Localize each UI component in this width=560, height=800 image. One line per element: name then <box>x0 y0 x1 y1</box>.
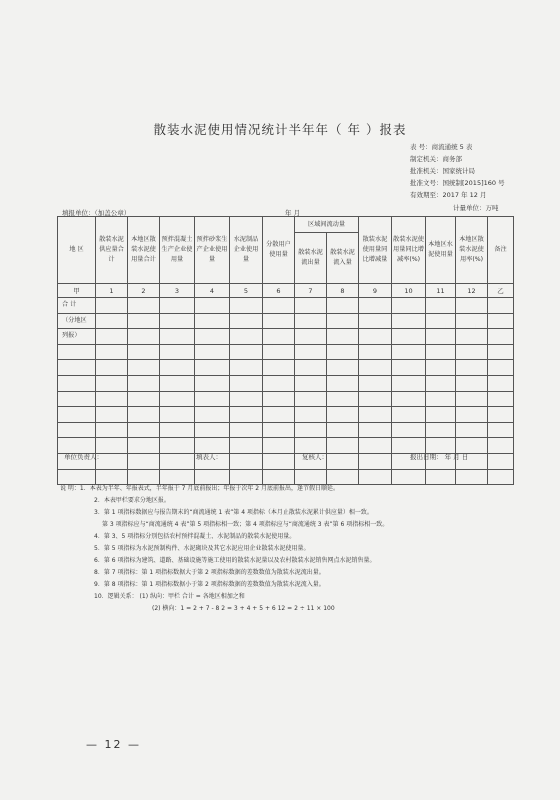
data-cell <box>230 391 263 407</box>
data-cell <box>96 298 128 314</box>
data-cell <box>456 298 488 314</box>
data-cell <box>128 453 160 469</box>
data-cell <box>426 407 456 423</box>
data-cell <box>195 375 230 391</box>
data-cell <box>456 313 488 329</box>
data-cell <box>426 422 456 438</box>
data-cell <box>426 298 456 314</box>
data-cell <box>359 438 392 454</box>
data-cell <box>230 313 263 329</box>
data-cell <box>456 360 488 376</box>
report-period: 年 月 <box>285 209 301 217</box>
header-outflow: 散装水泥流出量 <box>295 233 327 284</box>
data-cell <box>327 375 359 391</box>
table-row <box>58 313 514 329</box>
data-cell <box>359 344 392 360</box>
data-cell <box>160 422 195 438</box>
column-number: 4 <box>195 284 230 298</box>
note-line: 6．第 6 项指标为建筑、道路、基础设施等施工使用的散装水泥量以及农村散装水泥销售网点水泥销售量。 <box>94 557 376 564</box>
data-cell <box>359 360 392 376</box>
data-cell <box>263 360 295 376</box>
data-cell <box>230 407 263 423</box>
data-cell <box>426 375 456 391</box>
data-cell <box>96 360 128 376</box>
data-cell <box>195 360 230 376</box>
data-cell <box>128 407 160 423</box>
form-filler-label: 填表人： <box>196 453 222 461</box>
data-cell <box>295 375 327 391</box>
data-cell <box>456 407 488 423</box>
statistics-table <box>57 216 514 485</box>
data-cell <box>195 422 230 438</box>
data-cell <box>230 453 263 469</box>
header-ready-mix-concrete: 预拌混凝土生产企业使用量 <box>160 217 195 284</box>
data-cell <box>160 438 195 454</box>
region-cell: 列报） <box>58 329 96 345</box>
column-number: 12 <box>456 284 488 298</box>
header-local-usage-total: 本地区散装水泥使用量合计 <box>128 217 160 284</box>
data-cell <box>128 313 160 329</box>
note-line: (2) 横向：1 = 2 + 7 - 8 2 = 3 + 4 + 5 + 6 12 = 2 ÷ 11 × 100 <box>152 605 335 612</box>
note-line: 3．第 1 项指标数据应与报告期末的“商流通统 1 表”第 4 项指标（本月止散装水泥累计供应量）相一致。 <box>94 509 373 516</box>
region-cell <box>58 391 96 407</box>
column-number: 3 <box>160 284 195 298</box>
data-cell <box>195 298 230 314</box>
data-cell <box>488 375 514 391</box>
data-cell <box>359 391 392 407</box>
column-number: 10 <box>392 284 426 298</box>
table-row <box>58 344 514 360</box>
data-cell <box>96 375 128 391</box>
instructions-notes <box>60 483 520 615</box>
form-number: 表 号：商流通统 5 表 <box>410 143 473 151</box>
data-cell <box>263 407 295 423</box>
data-cell <box>488 329 514 345</box>
data-cell <box>160 453 195 469</box>
valid-until: 有效期至：2017 年 12 月 <box>410 191 487 199</box>
data-cell <box>456 329 488 345</box>
column-number: 6 <box>263 284 295 298</box>
data-cell <box>426 391 456 407</box>
data-cell <box>160 391 195 407</box>
data-cell <box>96 422 128 438</box>
data-cell <box>263 422 295 438</box>
approving-agency: 批准机关：国家统计局 <box>410 167 475 175</box>
data-cell <box>230 422 263 438</box>
data-cell <box>426 344 456 360</box>
page-number: — 12 — <box>86 738 141 751</box>
data-cell <box>359 313 392 329</box>
data-cell <box>160 313 195 329</box>
reviewer-label: 复核人： <box>302 453 328 461</box>
column-number-row <box>58 284 514 298</box>
data-cell <box>426 360 456 376</box>
table-row <box>58 422 514 438</box>
region-cell <box>58 407 96 423</box>
data-cell <box>426 313 456 329</box>
header-dispersed-users: 分散用户使用量 <box>263 217 295 284</box>
data-cell <box>392 391 426 407</box>
data-cell <box>295 344 327 360</box>
data-cell <box>195 344 230 360</box>
data-cell <box>230 298 263 314</box>
header-bulk-usage-rate: 本地区散装水泥使用率(%) <box>456 217 488 284</box>
data-cell <box>456 422 488 438</box>
data-cell <box>456 391 488 407</box>
data-cell <box>327 344 359 360</box>
note-line: 第 3 项指标应与“商流通统 4 表”第 5 项指标相一致；第 4 项指标应与“商流通统 3 表”第 6 项指标相一致。 <box>102 521 389 528</box>
note-line: 9．第 8 项指标：第 1 项指标数据小于第 2 项指标数据的差数数值为散装水泥流入量。 <box>94 581 325 588</box>
column-number: 2 <box>128 284 160 298</box>
data-cell <box>263 391 295 407</box>
measurement-unit: 计量单位：万吨 <box>453 204 499 212</box>
data-cell <box>456 344 488 360</box>
table-row <box>58 360 514 376</box>
data-cell <box>359 407 392 423</box>
header-ready-mix-mortar: 预拌砂浆生产企业使用量 <box>195 217 230 284</box>
column-number: 9 <box>359 284 392 298</box>
data-cell <box>426 329 456 345</box>
column-number: 乙 <box>488 284 514 298</box>
data-cell <box>263 375 295 391</box>
column-number: 5 <box>230 284 263 298</box>
data-cell <box>488 422 514 438</box>
column-number: 甲 <box>58 284 96 298</box>
data-cell <box>359 453 392 469</box>
header-cement-products: 水泥制品企业使用量 <box>230 217 263 284</box>
note-line: 10．逻辑关系： (1) 纵向：甲栏 合计 = 各地区相加之和 <box>94 593 245 600</box>
header-yoy-rate: 散装水泥使用量同比增减率(%) <box>392 217 426 284</box>
report-title: 散装水泥使用情况统计半年年（ 年 ）报表 <box>153 122 407 137</box>
data-cell <box>488 391 514 407</box>
form-metadata <box>410 141 505 201</box>
data-cell <box>392 313 426 329</box>
data-cell <box>359 422 392 438</box>
data-cell <box>488 344 514 360</box>
data-cell <box>128 298 160 314</box>
data-cell <box>160 375 195 391</box>
header-remarks: 备注 <box>488 217 514 284</box>
data-cell <box>295 329 327 345</box>
data-cell <box>295 298 327 314</box>
data-cell <box>327 298 359 314</box>
data-cell <box>327 422 359 438</box>
data-cell <box>128 329 160 345</box>
data-cell <box>327 438 359 454</box>
note-line: 5．第 5 项指标为水泥预制构件、水泥砌块及其它水泥应用企业散装水泥使用量。 <box>94 545 310 552</box>
data-cell <box>359 298 392 314</box>
data-cell <box>230 360 263 376</box>
data-cell <box>195 329 230 345</box>
data-cell <box>263 329 295 345</box>
issuing-agency: 制定机关：商务部 <box>410 155 462 163</box>
header-interregional-flow: 区域间流动量 <box>295 217 359 233</box>
data-cell <box>128 422 160 438</box>
table-row <box>58 407 514 423</box>
data-cell <box>359 375 392 391</box>
data-cell <box>96 391 128 407</box>
table-row <box>58 329 514 345</box>
data-cell <box>128 375 160 391</box>
data-cell <box>327 313 359 329</box>
header-yoy-change: 散装水泥使用量同比增减量 <box>359 217 392 284</box>
data-cell <box>263 313 295 329</box>
data-cell <box>96 407 128 423</box>
data-cell <box>392 360 426 376</box>
table-row <box>58 391 514 407</box>
region-cell <box>58 344 96 360</box>
data-cell <box>160 360 195 376</box>
column-number: 8 <box>327 284 359 298</box>
header-region: 地 区 <box>58 217 96 284</box>
data-cell <box>327 407 359 423</box>
note-line: 4．第 3、5 项指标分别包括农村预拌混凝土、水泥制品的散装水泥使用量。 <box>94 533 296 540</box>
header-local-cement-usage: 本地区水泥使用量 <box>426 217 456 284</box>
reporting-unit-label: 填报单位：（加盖公章） <box>62 209 131 217</box>
data-cell <box>295 391 327 407</box>
data-cell <box>195 391 230 407</box>
region-cell: （分地区 <box>58 313 96 329</box>
data-cell <box>392 407 426 423</box>
data-cell <box>488 298 514 314</box>
data-cell <box>488 438 514 454</box>
data-cell <box>263 298 295 314</box>
data-cell <box>195 407 230 423</box>
unit-head-label: 单位负责人： <box>64 453 103 461</box>
data-cell <box>295 422 327 438</box>
data-cell <box>160 329 195 345</box>
table-row <box>58 375 514 391</box>
data-cell <box>160 344 195 360</box>
data-cell <box>456 375 488 391</box>
data-cell <box>160 407 195 423</box>
column-number: 1 <box>96 284 128 298</box>
data-cell <box>488 360 514 376</box>
data-cell <box>263 453 295 469</box>
data-cell <box>263 344 295 360</box>
data-cell <box>295 313 327 329</box>
data-cell <box>263 438 295 454</box>
data-cell <box>488 407 514 423</box>
data-cell <box>160 298 195 314</box>
data-cell <box>295 360 327 376</box>
data-cell <box>488 313 514 329</box>
region-cell <box>58 360 96 376</box>
data-cell <box>128 360 160 376</box>
data-cell <box>327 329 359 345</box>
report-date-label: 报出日期： 年 月 日 <box>410 453 469 461</box>
data-cell <box>359 329 392 345</box>
data-cell <box>96 313 128 329</box>
data-cell <box>96 344 128 360</box>
data-cell <box>488 453 514 469</box>
region-cell <box>58 422 96 438</box>
data-cell <box>230 375 263 391</box>
data-cell <box>327 391 359 407</box>
column-number: 11 <box>426 284 456 298</box>
data-cell <box>392 344 426 360</box>
data-cell <box>327 453 359 469</box>
data-cell <box>392 422 426 438</box>
table-row <box>58 298 514 314</box>
data-cell <box>392 329 426 345</box>
column-number: 7 <box>295 284 327 298</box>
data-cell <box>230 344 263 360</box>
data-cell <box>128 391 160 407</box>
data-cell <box>392 298 426 314</box>
data-cell <box>392 375 426 391</box>
data-cell <box>230 329 263 345</box>
data-cell <box>327 360 359 376</box>
data-cell <box>230 438 263 454</box>
data-cell <box>128 344 160 360</box>
data-cell <box>295 407 327 423</box>
note-line: 2．本表甲栏要求分地区报。 <box>94 497 170 504</box>
note-line: 8．第 7 项指标：第 1 项指标数据大于第 2 项指标数据的差数数值为散装水泥流出量。 <box>94 569 325 576</box>
region-cell: 合 计 <box>58 298 96 314</box>
data-cell <box>195 313 230 329</box>
header-inflow: 散装水泥流入量 <box>327 233 359 284</box>
header-supply-total: 散装水泥供应量合计 <box>96 217 128 284</box>
note-line: 说 明：1．本表为半年、年报表式，半年报于 7 月底前报出；年报于次年 2 月底前报出，逢节假日顺延。 <box>60 485 339 492</box>
data-cell <box>96 329 128 345</box>
region-cell <box>58 375 96 391</box>
approval-number: 批准文号：国统制[2015]160 号 <box>410 179 505 187</box>
data-cell <box>128 438 160 454</box>
